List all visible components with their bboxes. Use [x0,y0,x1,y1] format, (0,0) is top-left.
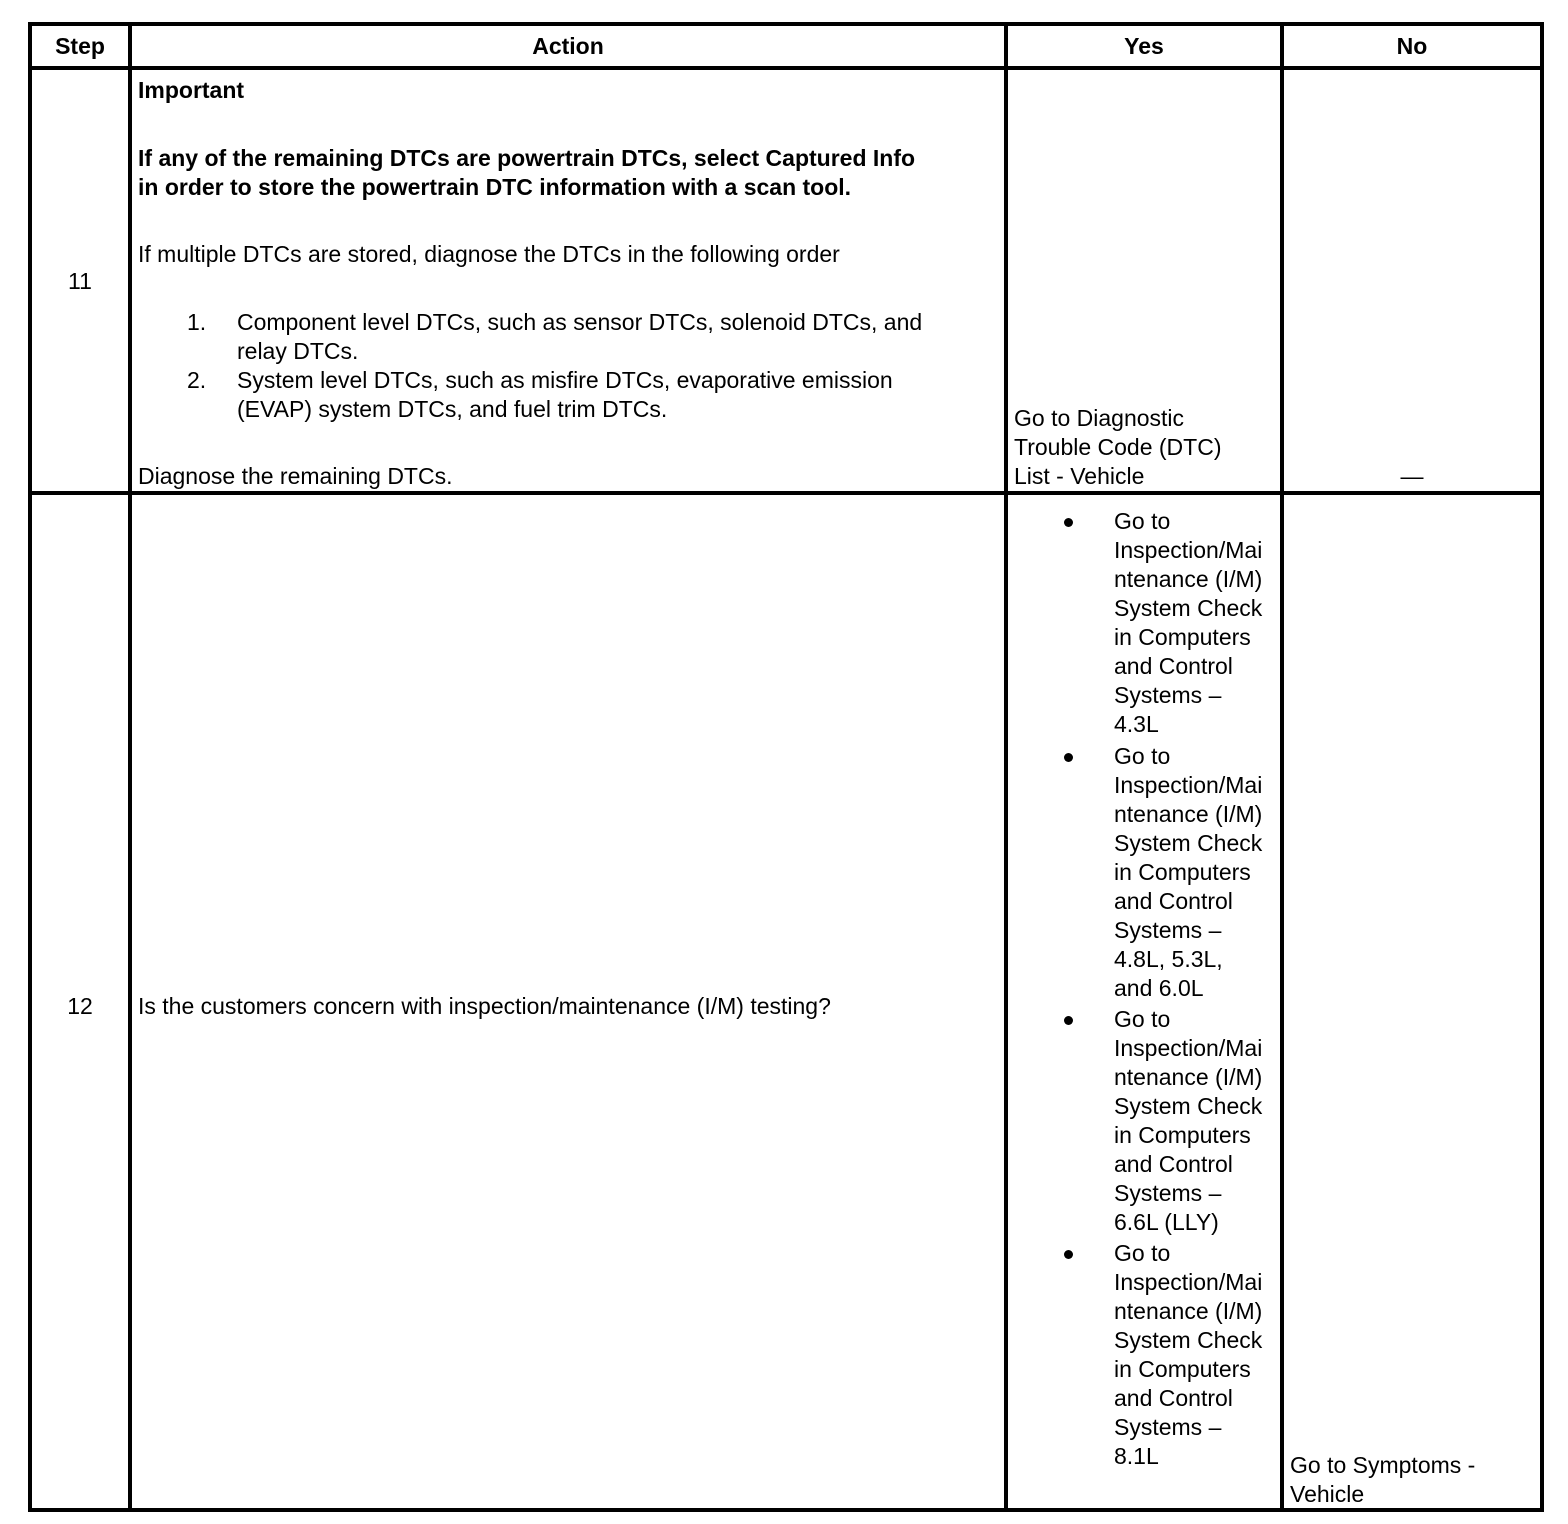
header-step: Step [55,33,105,59]
yes-item-line: System Check [1114,1093,1263,1119]
yes-item-line: Go to [1114,1240,1171,1266]
row-11-list-num-2: 2. [187,367,207,393]
col-divider-action [1004,26,1008,1508]
bullet-dot-icon [1064,518,1073,527]
header-divider [32,66,1540,70]
row-12-no-line1: Go to Symptoms - [1290,1452,1476,1478]
yes-item-line: System Check [1114,1327,1263,1353]
yes-item-line: in Computers [1114,1122,1251,1148]
yes-item-line: and 6.0L [1114,975,1204,1001]
yes-item-line: Inspection/Mai [1114,1035,1263,1061]
row-11-important-text-2: in order to store the powertrain DTC information with a scan tool. [138,174,852,200]
header-action: Action [532,33,604,59]
row-11-yes-line1: Go to Diagnostic [1014,405,1185,431]
yes-item-line: and Control [1114,888,1233,914]
yes-item-line: Go to [1114,508,1171,534]
yes-item-line: ntenance (I/M) [1114,801,1263,827]
yes-item-line: ntenance (I/M) [1114,1298,1263,1324]
yes-item-line: Systems – [1114,917,1222,943]
yes-item-line: System Check [1114,830,1263,856]
yes-item-line: Inspection/Mai [1114,537,1263,563]
row-11-list-num-1: 1. [187,309,207,335]
row-11-important-label: Important [138,77,245,103]
row-11-important-text-1: If any of the remaining DTCs are powertrain DTCs, select Captured Info [138,145,916,171]
row-divider [32,491,1540,495]
yes-item-line: 4.3L [1114,711,1159,737]
row-12-no-line2: Vehicle [1290,1481,1365,1507]
col-divider-step [128,26,132,1508]
yes-item-line: in Computers [1114,624,1251,650]
yes-item-line: Inspection/Mai [1114,1269,1263,1295]
yes-item-line: 6.6L (LLY) [1114,1209,1219,1235]
yes-item-line: 4.8L, 5.3L, [1114,946,1223,972]
yes-item-line: in Computers [1114,859,1251,885]
yes-item-line: in Computers [1114,1356,1251,1382]
yes-item-line: and Control [1114,653,1233,679]
row-11-yes-line3: List - Vehicle [1014,463,1145,489]
header-no: No [1396,33,1428,59]
row-11-closing: Diagnose the remaining DTCs. [138,463,453,489]
yes-item-line: Go to [1114,743,1171,769]
row-12-step: 12 [67,993,93,1019]
yes-item-line: Systems – [1114,682,1222,708]
yes-item-line: ntenance (I/M) [1114,1064,1263,1090]
row-11-step: 11 [68,268,92,294]
row-11-intro: If multiple DTCs are stored, diagnose the DTCs in the following order [138,241,840,267]
yes-item-line: and Control [1114,1151,1233,1177]
row-12-question: Is the customers concern with inspection/maintenance (I/M) testing? [138,993,831,1019]
row-11-no: — [1400,463,1424,489]
yes-item-line: Inspection/Mai [1114,772,1263,798]
diagnostic-table [28,22,1544,1512]
yes-item-line: Go to [1114,1006,1171,1032]
yes-item-line: and Control [1114,1385,1233,1411]
row-11-list-item-2-line2: (EVAP) system DTCs, and fuel trim DTCs. [237,396,668,422]
yes-item-line: Systems – [1114,1414,1222,1440]
row-11-list-item-2-line1: System level DTCs, such as misfire DTCs, evaporative emission [237,367,893,393]
yes-item-line: Systems – [1114,1180,1222,1206]
yes-item-line: ntenance (I/M) [1114,566,1263,592]
yes-item-line: System Check [1114,595,1263,621]
row-11-list-item-1-line1: Component level DTCs, such as sensor DTCs, solenoid DTCs, and [237,309,923,335]
bullet-dot-icon [1064,753,1073,762]
yes-item-line: 8.1L [1114,1443,1159,1469]
bullet-dot-icon [1064,1250,1073,1259]
header-yes: Yes [1124,33,1164,59]
row-11-yes-line2: Trouble Code (DTC) [1014,434,1222,460]
row-11-list-item-1-line2: relay DTCs. [237,338,359,364]
bullet-dot-icon [1064,1016,1073,1025]
